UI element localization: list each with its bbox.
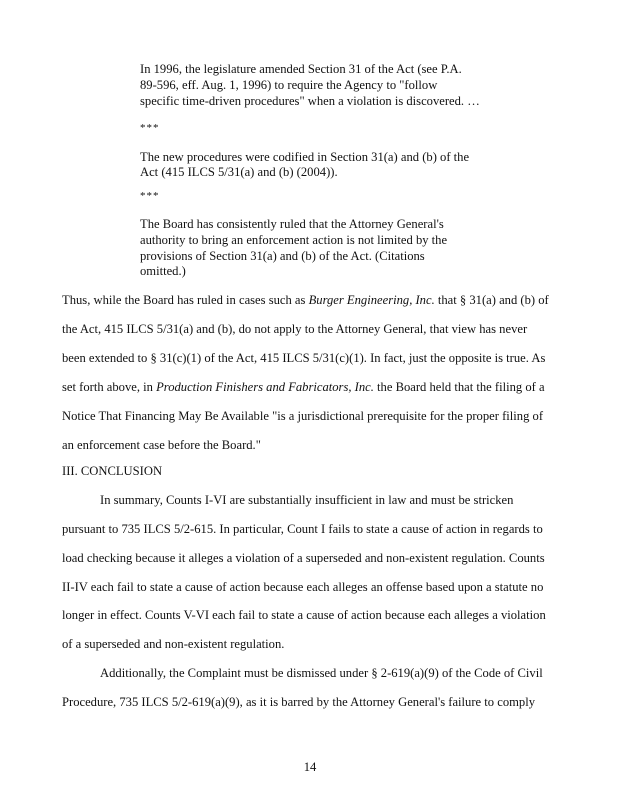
body-line: Notice That Financing May Be Available "is a jurisdictional prerequisite for the proper filing of [62,409,544,423]
body-line: load checking because it alleges a violation of a superseded and non-existent regulation. Counts [62,551,545,565]
quote-separator: *** [140,190,160,202]
quote-line: Act (415 ILCS 5/31(a) and (b) (2004)). [140,165,338,179]
body-line: II-IV each fail to state a cause of action because each alleges an offense based upon a statute no [62,580,544,594]
quote-line: The new procedures were codified in Section 31(a) and (b) of the [140,150,470,164]
body-line: Additionally, the Complaint must be dismissed under § 2-619(a)(9) of the Code of Civil [100,666,543,680]
page-number: 14 [303,760,317,774]
body-text: set forth above, in [62,380,157,394]
body-line: of a superseded and non-existent regulation. [62,637,285,651]
body-line: pursuant to 735 ILCS 5/2-615. In particular, Count I fails to state a cause of action in regards to [62,522,543,536]
quote-line: In 1996, the legislature amended Section 31 of the Act (see P.A. [140,62,462,76]
body-line [62,293,549,308]
body-line: Procedure, 735 ILCS 5/2-619(a)(9), as it is barred by the Attorney General's failure to comply [62,695,536,709]
body-line: an enforcement case before the Board." [62,438,261,452]
quote-line: The Board has consistently ruled that the Attorney General's [140,217,444,231]
body-text: the Board held that the filing of a [373,380,545,394]
quote-line: authority to bring an enforcement action is not limited by the [140,233,448,247]
body-text: that § 31(a) and (b) of [434,293,549,307]
quote-line: 89-596, eff. Aug. 1, 1996) to require the Agency to "follow [140,78,438,92]
body-line [62,380,545,395]
case-citation: Burger Engineering, Inc. [308,293,435,307]
body-line: been extended to § 31(c)(1) of the Act, 415 ILCS 5/31(c)(1). In fact, just the opposite is true. As [62,351,546,365]
quote-line: provisions of Section 31(a) and (b) of the Act. (Citations [140,249,425,263]
body-line: the Act, 415 ILCS 5/31(a) and (b), do not apply to the Attorney General, that view has never [62,322,528,336]
case-citation: Production Finishers and Fabricators, Inc. [156,380,374,394]
body-text: Thus, while the Board has ruled in cases such as [62,293,309,307]
body-line: longer in effect. Counts V-VI each fail to state a cause of action because each alleges a violation [62,608,546,622]
quote-line: specific time-driven procedures" when a violation is discovered. … [140,94,480,108]
body-line: In summary, Counts I-VI are substantially insufficient in law and must be stricken [100,493,514,507]
quote-separator: *** [140,122,160,134]
section-heading: III. CONCLUSION [62,464,163,478]
quote-line: omitted.) [140,264,186,278]
